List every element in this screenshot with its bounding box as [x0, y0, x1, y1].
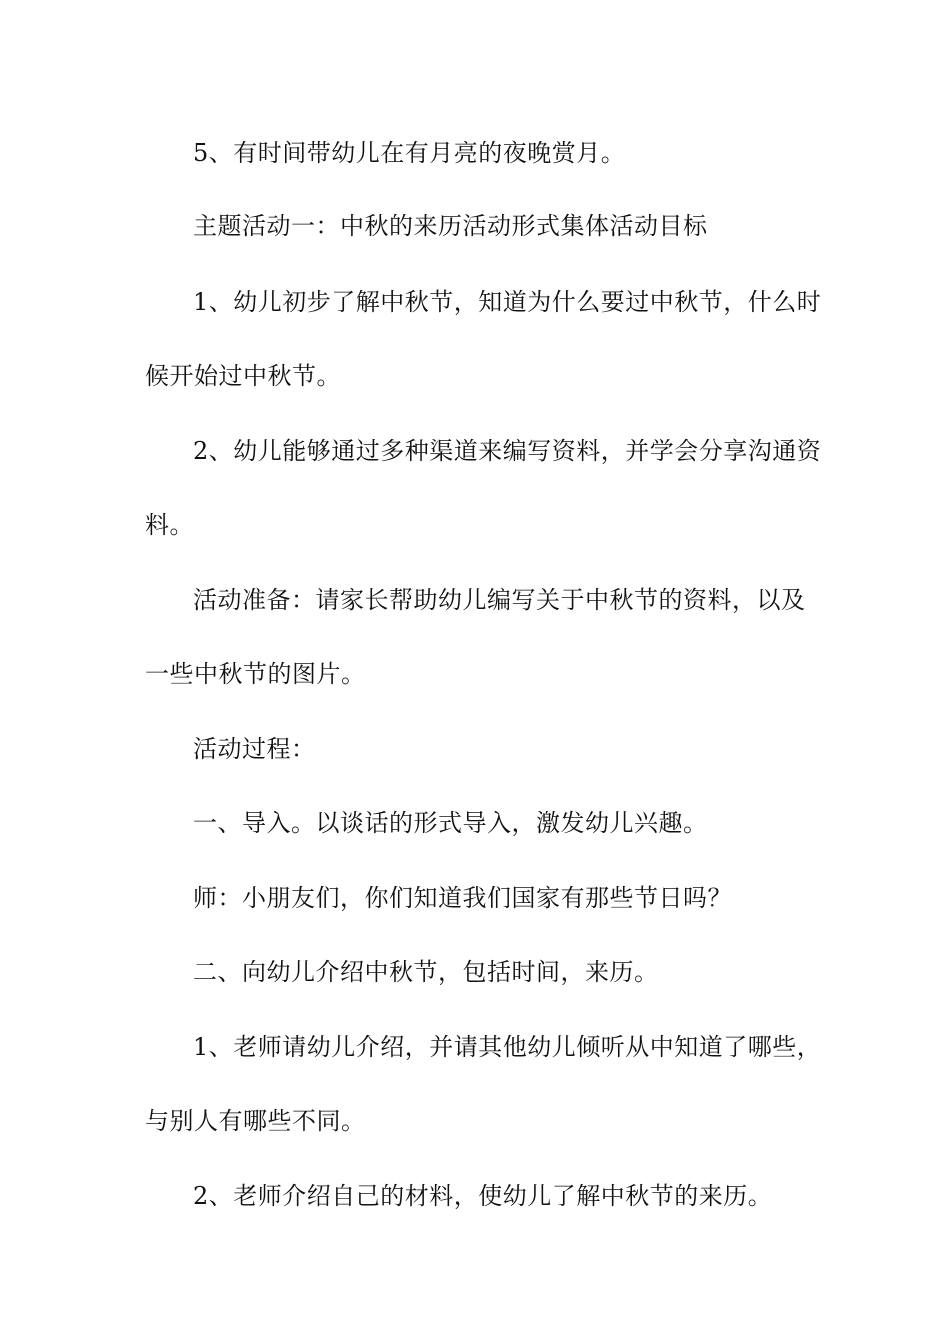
paragraph-line: 1、老师请幼儿介绍，并请其他幼儿倾听从中知道了哪些， — [193, 1033, 822, 1061]
paragraph-line: 2、老师介绍自己的材料，使幼儿了解中秋节的来历。 — [193, 1182, 773, 1210]
paragraph-line: 5、有时间带幼儿在有月亮的夜晚赏月。 — [193, 139, 626, 167]
paragraph-line: 活动过程： — [193, 735, 316, 763]
paragraph-line: 主题活动一：中秋的来历活动形式集体活动目标 — [193, 212, 708, 240]
paragraph-line: 一些中秋节的图片。 — [145, 660, 366, 688]
paragraph-line: 二、向幼儿介绍中秋节，包括时间，来历。 — [193, 958, 659, 986]
paragraph-line: 1、幼儿初步了解中秋节，知道为什么要过中秋节，什么时 — [193, 288, 822, 316]
paragraph-line: 料。 — [145, 511, 194, 539]
paragraph-line: 师：小朋友们，你们知道我们国家有那些节日吗？ — [193, 884, 732, 912]
paragraph-line: 2、幼儿能够通过多种渠道来编写资料，并学会分享沟通资 — [193, 437, 822, 465]
paragraph-line: 候开始过中秋节。 — [145, 362, 341, 390]
paragraph-line: 一、导入。以谈话的形式导入，激发幼儿兴趣。 — [193, 809, 708, 837]
paragraph-line: 与别人有哪些不同。 — [145, 1107, 366, 1135]
paragraph-line: 活动准备：请家长帮助幼儿编写关于中秋节的资料，以及 — [193, 586, 806, 614]
